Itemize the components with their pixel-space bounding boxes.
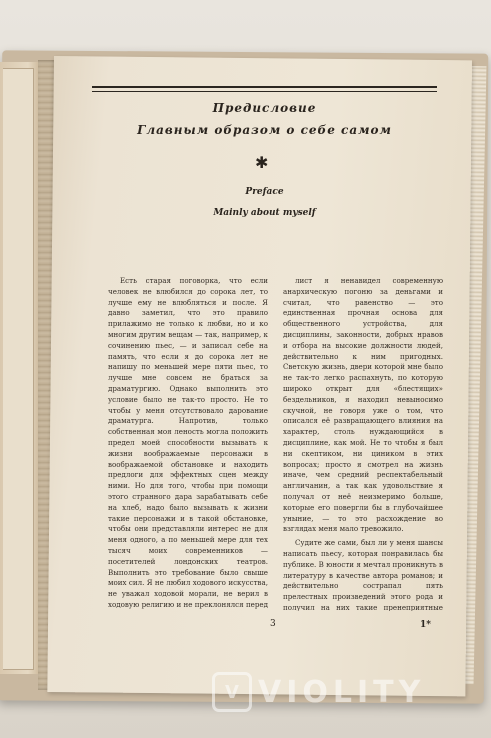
asterisk-ornament-icon: ✱	[255, 153, 269, 172]
heading-en-line1: Preface	[245, 187, 284, 197]
violity-logo-icon: V	[212, 672, 252, 712]
heading-en-line2: Mainly about myself	[213, 208, 316, 218]
watermark-text: VIOLITY	[258, 674, 426, 710]
paragraph: лист я ненавидел современную анархическую погоню за деньгами и считал, что равенство — это единственная прочная основа для общественного устройства, для дисциплины, законности, добрых нравов и отбора на высокие должности людей, действительно к ним пригодных. Светскую жизнь, двери которой мне было не так-то легко распахнуть, по которую широко открыт для «блестящих» бездельников, я находил невыносимо скучной, не говоря уже о том, что описался её развращающего влияния на характер, столь нуждающийся в дисциплине, как мой. Не то чтобы я был ни скептиком, ни циником в этих вопросах; просто я смотрел на жизнь иначе, чем средний респектабельный англичанин, а так как удовольствие я получал от неё неизмеримо больше, которые его повергли бы в глубочайшее уныние, — то это расхождение во взглядах меня мало тревожило.	[283, 276, 443, 534]
left-page-sheet	[3, 68, 34, 670]
printer-signature-mark: 1*	[420, 620, 431, 630]
left-page-stack	[0, 62, 42, 674]
heading-ru-line2: Главным образом о себе самом	[137, 123, 392, 137]
top-rule-thin	[92, 91, 437, 92]
page-number: 3	[270, 619, 276, 629]
text-column-right	[283, 276, 443, 611]
text-column-left	[108, 276, 268, 611]
heading-ru-line1: Предисловие	[212, 101, 317, 115]
top-rule-thick	[92, 86, 437, 88]
watermark	[212, 670, 482, 714]
paragraph: Есть старая поговорка, что если человек не влюбился до сорока лет, то лучше ему не влюбляться и после. Я давно заметил, что это правило прилажимо не только к любви, но и ко многим другим вещам — так, например, к сочинению пьес, — и записал себе на память, что если я до сорока лет не напишу по меньшей мере пяти пьес, то лучше мне совсем не браться за драматургию. Однако выполнить это условие было не так-то просто. Не то чтобы у меня отсутствовало дарование драматурга. Напротив, только собственная моя леность могла положить предел моей способности вызывать к жизни воображаемые персонажи в воображаемой обстановке и находить предлоги для эффектных сцен между ними. Но для того, чтобы при помощи этого странного дара зарабатывать себе на хлеб, надо было вызывать к жизни такие персонажи и в такой обстановке, чтобы они представляли интерес не для меня одного, а по меньшей мере для тех тысяч моих современников — посетителей лондонских театров. Выполнить это требование было свыше моих сил. Я не любил ходового искусства, не уважал ходовой морали, не верил в ходовую религию и не преклонялся перед	[108, 276, 268, 609]
paragraph: Судите же сами, был ли у меня шансы написать пьесу, которая понравилась бы публике. В юности я мечтал проникнуть в литературу в качестве автора романов; и действительно сострапал пять прелестных произведений этого рода и получил на них такие пренеприятные	[283, 538, 443, 611]
